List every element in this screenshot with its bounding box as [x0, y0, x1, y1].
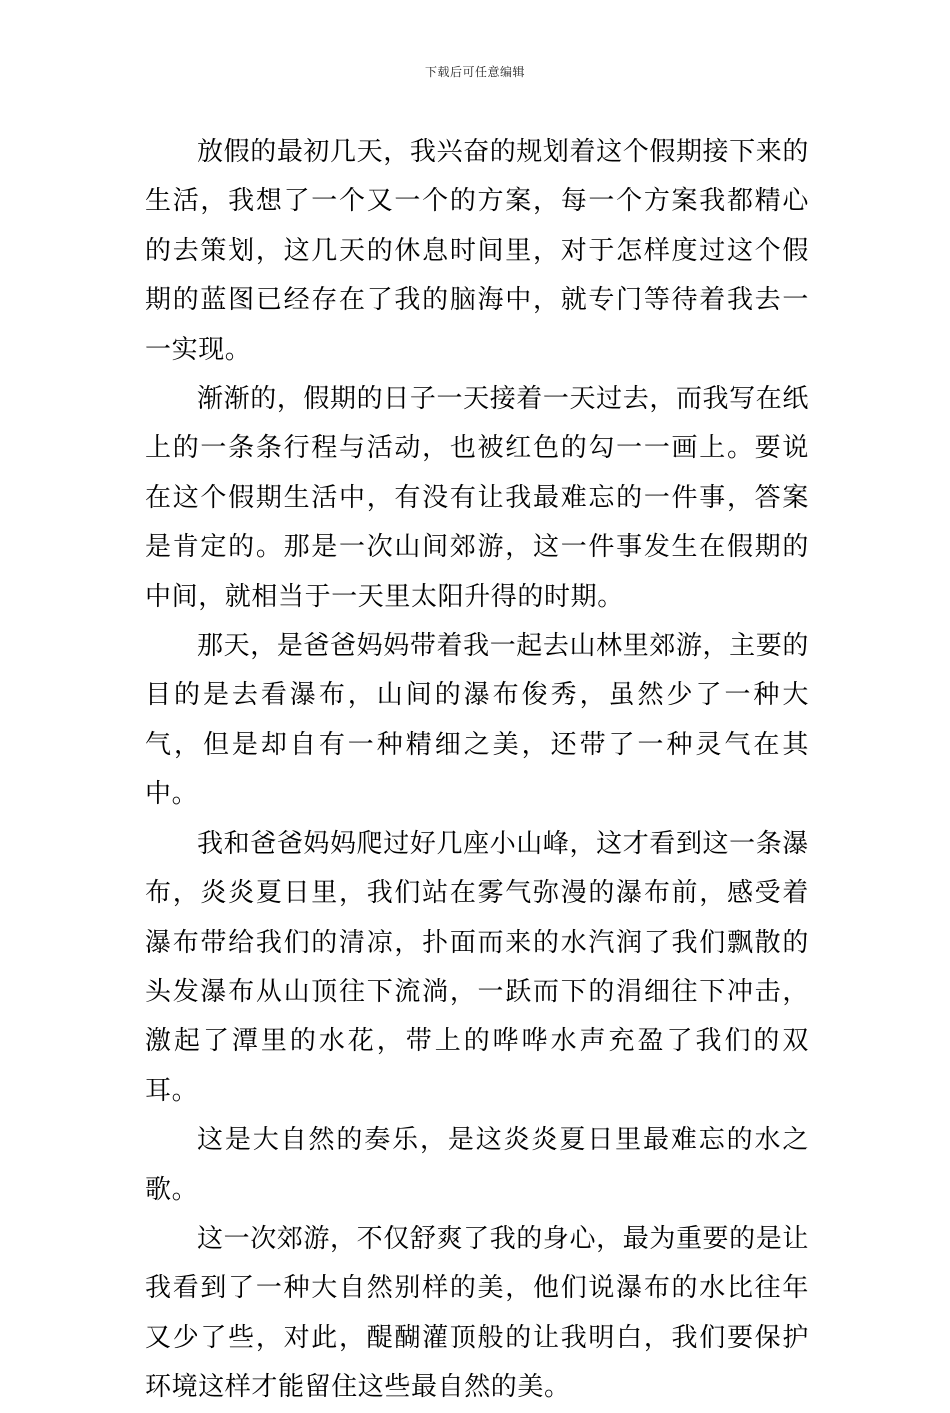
- paragraph-2: 渐渐的，假期的日子一天接着一天过去，而我写在纸上的一条条行程与活动，也被红色的勾一一画上。要说在这个假期生活中，有没有让我最难忘的一件事，答案是肯定的。那是一次山间郊游，这一件事发生在假期的中间，就相当于一天里太阳升得的时期。: [145, 384, 809, 612]
- paragraph-5: 这是大自然的奏乐，是这炎炎夏日里最难忘的水之歌。: [145, 1125, 809, 1205]
- paragraph-4: 我和爸爸妈妈爬过好几座小山峰，这才看到这一条瀑布，炎炎夏日里，我们站在雾气弥漫的瀑布前，感受着瀑布带给我们的清凉，扑面而来的水汽润了我们飘散的头发瀑布从山顶往下流淌，一跃而下的涓细往下冲击，激起了潭里的水花，带上的哗哗水声充盈了我们的双耳。: [145, 828, 809, 1106]
- document-body: [145, 128, 809, 1413]
- paragraph-6: 这一次郊游，不仅舒爽了我的身心，最为重要的是让我看到了一种大自然别样的美，他们说瀑布的水比往年又少了些，对此，醍醐灌顶般的让我明白，我们要保护环境这样才能留住这些最自然的美。: [145, 1223, 809, 1403]
- page-header: 下载后可任意编辑: [424, 65, 525, 79]
- paragraph-3: 那天，是爸爸妈妈带着我一起去山林里郊游，主要的目的是去看瀑布，山间的瀑布俊秀，虽然少了一种大气，但是却自有一种精细之美，还带了一种灵气在其中。: [145, 631, 809, 810]
- paragraph-1: 放假的最初几天，我兴奋的规划着这个假期接下来的生活，我想了一个又一个的方案，每一个方案我都精心的去策划，这几天的休息时间里，对于怎样度过这个假期的蓝图已经存在了我的脑海中，就专门等待着我去一一实现。: [145, 137, 809, 365]
